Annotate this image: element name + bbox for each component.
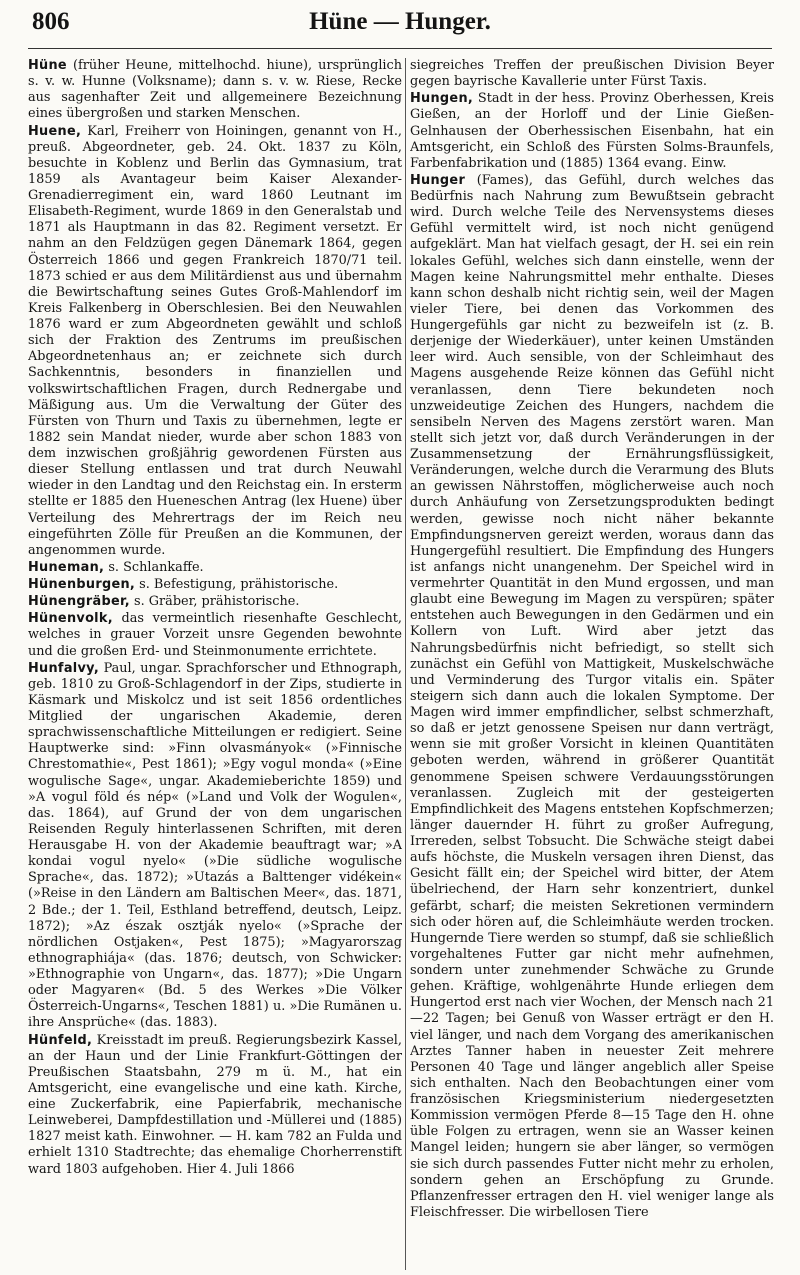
dictionary-entry (410, 58, 774, 90)
dictionary-entry (28, 577, 402, 593)
entry-text: s. Gräber, prähistorische. (129, 594, 300, 610)
dictionary-entry (28, 1033, 402, 1178)
header-rule (28, 48, 772, 49)
dictionary-entry (28, 560, 402, 576)
entry-headword: Hünenvolk, (28, 611, 113, 627)
entry-text: s. Schlankaffe. (104, 559, 204, 575)
entry-headword: Hüne (28, 58, 67, 73)
entry-headword: Huneman, (28, 559, 105, 575)
entry-text: Paul, ungar. Sprachforscher und Ethnograph, geb. 1810 zu Groß-Schlagendorf in der Zips, studierte in Käsmark und Miskolcz und ist seit 1856 ordentliches Mitglied der ungarischen Akademie, deren sprachwissenschaftliche Mitteilungen er redigiert. Seine Hauptwerke sind: »Finn olvasmányok« (»Finnische Chrestomathie«, Pest 1861); »Egy vogul monda« (»Eine wogulische Sage«, ungar. Akademieberichte 1859) und »A vogul föld és nép« (»Land und Volk der Wogulen«, das. 1864), auf Grund der von dem ungarischen Reisenden Reguly hinterlassenen Schriften, mit deren Herausgabe H. von der Akademie beauftragt war; »A kondai vogul nyelo« (»Die südliche wogulische Sprache«, das. 1872); »Utazás a Balttenger vidékein« (»Reise in den Ländern am Baltischen Meer«, das. 1871, 2 Bde.; der 1. Teil, Esthland betreffend, deutsch, Leipz. 1872); »Az észak osztják nyelo« (»Sprache der nördlichen Ostjaken«, Pest 1875); »Magyarorszag ethnographiája« (das. 1876; deutsch, von Schwicker: »Ethnographie von Ungarn«, das. 1877); »Die Ungarn oder Magyaren« (Bd. 5 des Werkes »Die Völker Österreich-Ungarns«, Teschen 1881) u. »Die Rumänen u. ihre Ansprüche« (das. 1883). (28, 660, 402, 1031)
entry-headword: Hungen, (410, 91, 474, 107)
entry-headword: Hunger (410, 172, 466, 188)
entry-headword: Hunfalvy, (28, 660, 100, 676)
entry-headword: Hünfeld, (28, 1032, 93, 1048)
dictionary-entry (28, 611, 402, 659)
entry-text: s. Befestigung, prähistorische. (135, 577, 339, 592)
left-column (28, 58, 402, 1270)
dictionary-entry (28, 58, 402, 123)
entry-text: siegreiches Treffen der preußischen Division Beyer gegen bayrische Kavallerie unter Fürst Taxis. (410, 58, 774, 90)
entry-text: Stadt in der hess. Provinz Oberhessen, Kreis Gießen, an der Horloff und der Linie Gießen-Gelnhausen der Oberhessischen Eisenbahn, hat ein Amtsgericht, ein Schloß des Fürsten Solms-Braunfels, Farbenfabrikation und (1885) 1364 evang. Einw. (410, 91, 774, 171)
right-column (410, 58, 774, 1270)
entry-headword: Hünenburgen, (28, 577, 136, 592)
dictionary-entry (410, 91, 774, 172)
entry-text: Kreisstadt im preuß. Regierungsbezirk Kassel, an der Haun und der Linie Frankfurt-Göttingen der Preußischen Staatsbahn, 279 m ü. M., hat ein Amtsgericht, eine evangelische und eine kath. Kirche, eine Zuckerfabrik, eine Papierfabrik, mechanische Leinweberei, Dampfdestillation und -Müllerei und (1885) 1827 meist kath. Einwohner. — H. kam 782 an Fulda und erhielt 1310 Stadtrechte; das ehemalige Chorherrenstift ward 1803 aufgehoben. Hier 4. Juli 1866 (28, 1032, 402, 1177)
page-number: 806 (32, 8, 70, 35)
dictionary-entry (410, 173, 774, 1221)
page-header (0, 0, 800, 56)
running-head: Hüne — Hunger. (309, 8, 491, 35)
dictionary-entry (28, 124, 402, 559)
entry-headword: Hünengräber, (28, 594, 130, 610)
dictionary-entry (28, 594, 402, 610)
entry-text: (früher Heune, mittelhochd. hiune), ursprünglich s. v. w. Hunne (Volksname); dann s. v. w. Riese, Recke aus sagenhafter Zeit und allgemeinere Bezeichnung eines übergroßen und starken Menschen. (28, 58, 402, 122)
dictionary-entry (28, 661, 402, 1032)
column-divider (405, 58, 406, 1270)
entry-text: das vermeintlich riesenhafte Geschlecht, welches in grauer Vorzeit unsre Gegenden bewohnte und die großen Erd- und Steinmonumente errichtete. (28, 611, 402, 659)
entry-text: (Fames), das Gefühl, durch welches das Bedürfnis nach Nahrung zum Bewußtsein gebracht wird. Durch welche Teile des Nervensystems dieses Gefühl vermittelt wird, ist noch nicht genügend aufgeklärt. Man hat vielfach gesagt, der H. sei ein rein lokales Gefühl, welches sich dann einstelle, wenn der Magen keine Nahrungsmittel mehr enthalte. Dieses kann schon deshalb nicht richtig sein, weil der Magen vieler Tiere, bei denen das Vorkommen des Hungergefühls gar nicht zu bezweifeln ist (z. B. derjenige der Wiederkäuer), unter keinen Umständen leer wird. Auch sensible, von der Schleimhaut des Magens ausgehende Reize können das Gefühl nicht veranlassen, denn Tiere bekundeten noch unzweideutige Zeichen des Hungers, nachdem die sensibeln Nerven des Magens zerstört waren. Man stellt sich jetzt vor, daß durch Veränderungen in der Zusammensetzung der Ernährungsflüssigkeit, Veränderungen, welche durch die Verarmung des Bluts an gewissen Nährstoffen, möglicherweise auch noch durch Anhäufung von Zersetzungsprodukten bedingt werden, gewisse noch nicht näher bekannte Empfindungsnerven gereizt werden, woraus dann das Hungergefühl resultiert. Die Empfindung des Hungers ist anfangs nicht unangenehm. Der Speichel wird in vermehrter Quantität in den Mund ergossen, und man glaubt eine Bewegung im Magen zu verspüren; später entstehen auch Bewegungen in den Gedärmen und ein Kollern von Luft. Wird aber jetzt das Nahrungsbedürfnis nicht befriedigt, so stellt sich zunächst ein Gefühl von Mattigkeit, Muskelschwäche und Verminderung des Turgor vitalis ein. Später steigern sich dann auch die lokalen Symptome. Der Magen wird immer empfindlicher, selbst schmerzhaft, so daß er jetzt genossene Speisen nur dann verträgt, wenn sie mit großer Vorsicht in kleinen Quantitäten geboten werden, während in größerer Quantität genommene Speisen schwere Verdauungsstörungen veranlassen. Zugleich mit der gesteigerten Empfindlichkeit des Magens entstehen Kopfschmerzen; länger dauernder H. führt zu großer Aufregung, Irrereden, selbst Tobsucht. Die Schwäche steigt dabei aufs höchste, die Muskeln versagen ihren Dienst, das Gesicht fällt ein; der Speichel wird bitter, der Atem übelriechend, der Harn sehr konzentriert, dunkel gefärbt, scharf; die meisten Sekretionen vermindern sich oder hören auf, die Schleimhäute werden trocken. Hungernde Tiere werden so stumpf, daß sie schließlich vorgehaltenes Futter gar nicht mehr aufnehmen, sondern unter zunehmender Schwäche zu Grunde gehen. Kräftige, wohlgenährte Hunde erliegen dem Hungertod erst nach vier Wochen, der Mensch nach 21—22 Tagen; bei Genuß von Wasser erträgt er den H. viel länger, und nach dem Vorgang des amerikanischen Arztes Tanner haben in neuester Zeit mehrere Personen 40 Tage und länger angeblich aller Speise sich enthalten. Nach den Beobachtungen einer vom französischen Kriegsministerium niedergesetzten Kommission vermögen Pferde 8—15 Tage den H. ohne üble Folgen zu ertragen, wenn sie an Wasser keinen Mangel leiden; hungern sie aber länger, so vermögen sie sich durch passendes Futter nicht mehr zu erholen, sondern gehen an Erschöpfung zu Grunde. Pflanzenfresser ertragen den H. viel weniger lange als Fleischfresser. Die wirbellosen Tiere (410, 172, 774, 1220)
entry-text: Karl, Freiherr von Hoiningen, genannt von H., preuß. Abgeordneter, geb. 24. Okt. 1837 zu Köln, besuchte in Koblenz und Berlin das Gymnasium, trat 1859 als Avantageur beim Kaiser Alexander-Grenadierregiment ein, ward 1860 Leutnant im Elisabeth-Regiment, wurde 1869 in den Generalstab und 1871 als Hauptmann in das 82. Regiment versetzt. Er nahm an den Feldzügen gegen Dänemark 1864, gegen Österreich 1866 und gegen Frankreich 1870/71 teil. 1873 schied er aus dem Militärdienst aus und übernahm die Bewirtschaftung seines Gutes Groß-Mahlendorf im Kreis Falkenberg in Oberschlesien. Bei den Neuwahlen 1876 ward er zum Abgeordneten gewählt und schloß sich der Fraktion des Zentrums im preußischen Abgeordnetenhaus an; er zeichnete sich durch Sachkenntnis, besonders in finanziellen und volkswirtschaftlichen Fragen, durch Rednergabe und Mäßigung aus. Um die Verwaltung der Güter des Fürsten von Thurn und Taxis zu übernehmen, legte er 1882 sein Mandat nieder, wurde aber schon 1883 von dem inzwischen großjährig gewordenen Fürsten aus dieser Stellung entlassen und trat durch Neuwahl wieder in den Landtag und den Reichstag ein. In ersterm stellte er 1885 den Hueneschen Antrag (lex Huene) über Verteilung des Mehrertrags der im Reich neu eingeführten Zölle für Preußen an die Kommunen, der angenommen wurde. (28, 123, 402, 558)
entry-headword: Huene, (28, 123, 82, 139)
